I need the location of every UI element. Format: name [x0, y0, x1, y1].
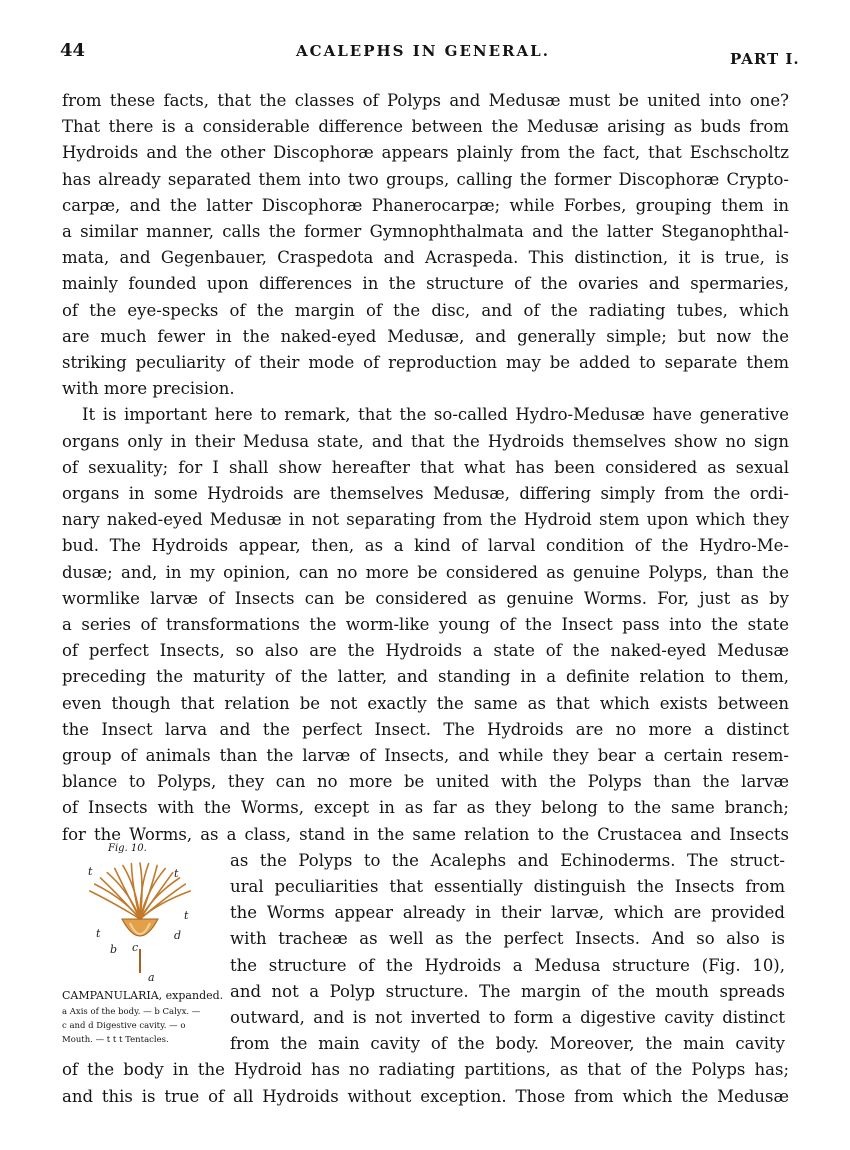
body-line: bud. The Hydroids appear, then, as a kind of larval condition of the Hydro-Me-	[62, 536, 789, 556]
figure-key-line: c and d Digestive cavity. — o	[62, 1021, 186, 1031]
body-line: for the Worms, as a class, stand in the same relation to the Crustacea and Insects	[62, 824, 789, 844]
body-line: the structure of the Hydroids a Medusa structure (Fig. 10),	[230, 955, 785, 975]
body-line: a similar manner, calls the former Gymnophthalmata and the latter Steganophthal-	[62, 222, 789, 241]
body-line: organs only in their Medusa state, and that the Hydroids themselves show no sign	[62, 431, 789, 451]
figure-letter: t	[184, 909, 189, 922]
body-line: outward, and is not inverted to form a digestive cavity distinct	[230, 1008, 785, 1027]
body-line: group of animals than the larvæ of Insects, and while they bear a certain resem-	[62, 746, 789, 765]
part-label: PART I.	[730, 50, 800, 68]
body-line: nary naked-eyed Medusæ in not separating from the Hydroid stem upon which they	[62, 510, 789, 530]
body-line: with tracheæ as well as the perfect Insects. And so also is	[230, 929, 785, 949]
body-line: Hydroids and the other Discophoræ appears plainly from the fact, that Eschscholtz	[62, 143, 789, 163]
body-line: with more precision.	[62, 379, 235, 399]
body-line: the Worms appear already in their larvæ, which are provided	[230, 903, 785, 923]
figure-letter: b	[110, 943, 118, 956]
body-line: has already separated them into two groups, calling the former Discophoræ Crypto-	[62, 169, 789, 189]
campanularia-illustration	[70, 857, 210, 987]
body-line: from the main cavity of the body. Moreover, the main cavity	[230, 1034, 785, 1054]
page-header	[0, 40, 850, 70]
body-line: of perfect Insects, so also are the Hydroids a state of the naked-eyed Medusæ	[62, 641, 789, 661]
body-line: as the Polyps to the Acalephs and Echinoderms. The struct-	[230, 850, 785, 870]
figure-key-line: Mouth. — t t t Tentacles.	[62, 1035, 169, 1045]
figure-letter: t	[174, 867, 179, 880]
body-line: of sexuality; for I shall show hereafter that what has been considered as sexual	[62, 457, 789, 477]
body-line: That there is a considerable difference between the Medusæ arising as buds from	[62, 117, 789, 137]
running-title: ACALEPHS IN GENERAL.	[296, 42, 550, 60]
body-line: mainly founded upon differences in the structure of the ovaries and spermaries,	[62, 274, 789, 294]
body-line: carpæ, and the latter Discophoræ Phanerocarpæ; while Forbes, grouping them in	[62, 195, 789, 215]
body-line: preceding the maturity of the latter, and standing in a definite relation to them,	[62, 667, 789, 687]
figure-caption: CAMPANULARIA, expanded.	[62, 989, 224, 1002]
body-line: striking peculiarity of their mode of reproduction may be added to separate them	[62, 353, 789, 372]
body-line: ural peculiarities that essentially distinguish the Insects from	[230, 877, 785, 896]
body-line: even though that relation be not exactly the same as that which exists between	[62, 693, 789, 713]
body-line: and this is true of all Hydroids without exception. Those from which the Medusæ	[62, 1086, 789, 1106]
body-line: of the body in the Hydroid has no radiating partitions, as that of the Polyps has;	[62, 1060, 789, 1080]
figure-letter: t	[88, 865, 93, 878]
body-line: wormlike larvæ of Insects can be considered as genuine Worms. For, just as by	[62, 588, 789, 608]
body-line: organs in some Hydroids are themselves Medusæ, differing simply from the ordi-	[62, 484, 789, 503]
body-line: mata, and Gegenbauer, Craspedota and Acraspeda. This distinction, it is true, is	[62, 248, 789, 268]
page-number: 44	[60, 40, 86, 61]
figure-label: Fig. 10.	[108, 843, 147, 854]
figure-letter: d	[174, 929, 182, 942]
figure-letter: c	[132, 941, 139, 954]
figure-letter: t	[96, 927, 101, 940]
body-line: the Insect larva and the perfect Insect. The Hydroids are no more a distinct	[62, 719, 789, 739]
body-line: It is important here to remark, that the so-called Hydro-Medusæ have generative	[82, 405, 789, 425]
figure-key-line: a Axis of the body. — b Calyx. —	[62, 1007, 201, 1017]
body-line: dusæ; and, in my opinion, can no more be considered as genuine Polyps, than the	[62, 562, 789, 582]
figure-10	[62, 843, 222, 1053]
body-line: a series of transformations the worm-like young of the Insect pass into the state	[62, 615, 789, 634]
figure-letter: a	[148, 971, 155, 984]
body-line: from these facts, that the classes of Polyps and Medusæ must be united into one?	[62, 91, 789, 110]
body-line: and not a Polyp structure. The margin of the mouth spreads	[230, 981, 785, 1001]
tentacle	[101, 878, 141, 919]
body-line: are much fewer in the naked-eyed Medusæ, and generally simple; but now the	[62, 326, 789, 346]
body-line: blance to Polyps, they can no more be united with the Polyps than the larvæ	[62, 772, 789, 792]
body-line: of Insects with the Worms, except in as far as they belong to the same branch;	[62, 798, 789, 818]
body-line: of the eye-specks of the margin of the disc, and of the radiating tubes, which	[62, 300, 789, 320]
